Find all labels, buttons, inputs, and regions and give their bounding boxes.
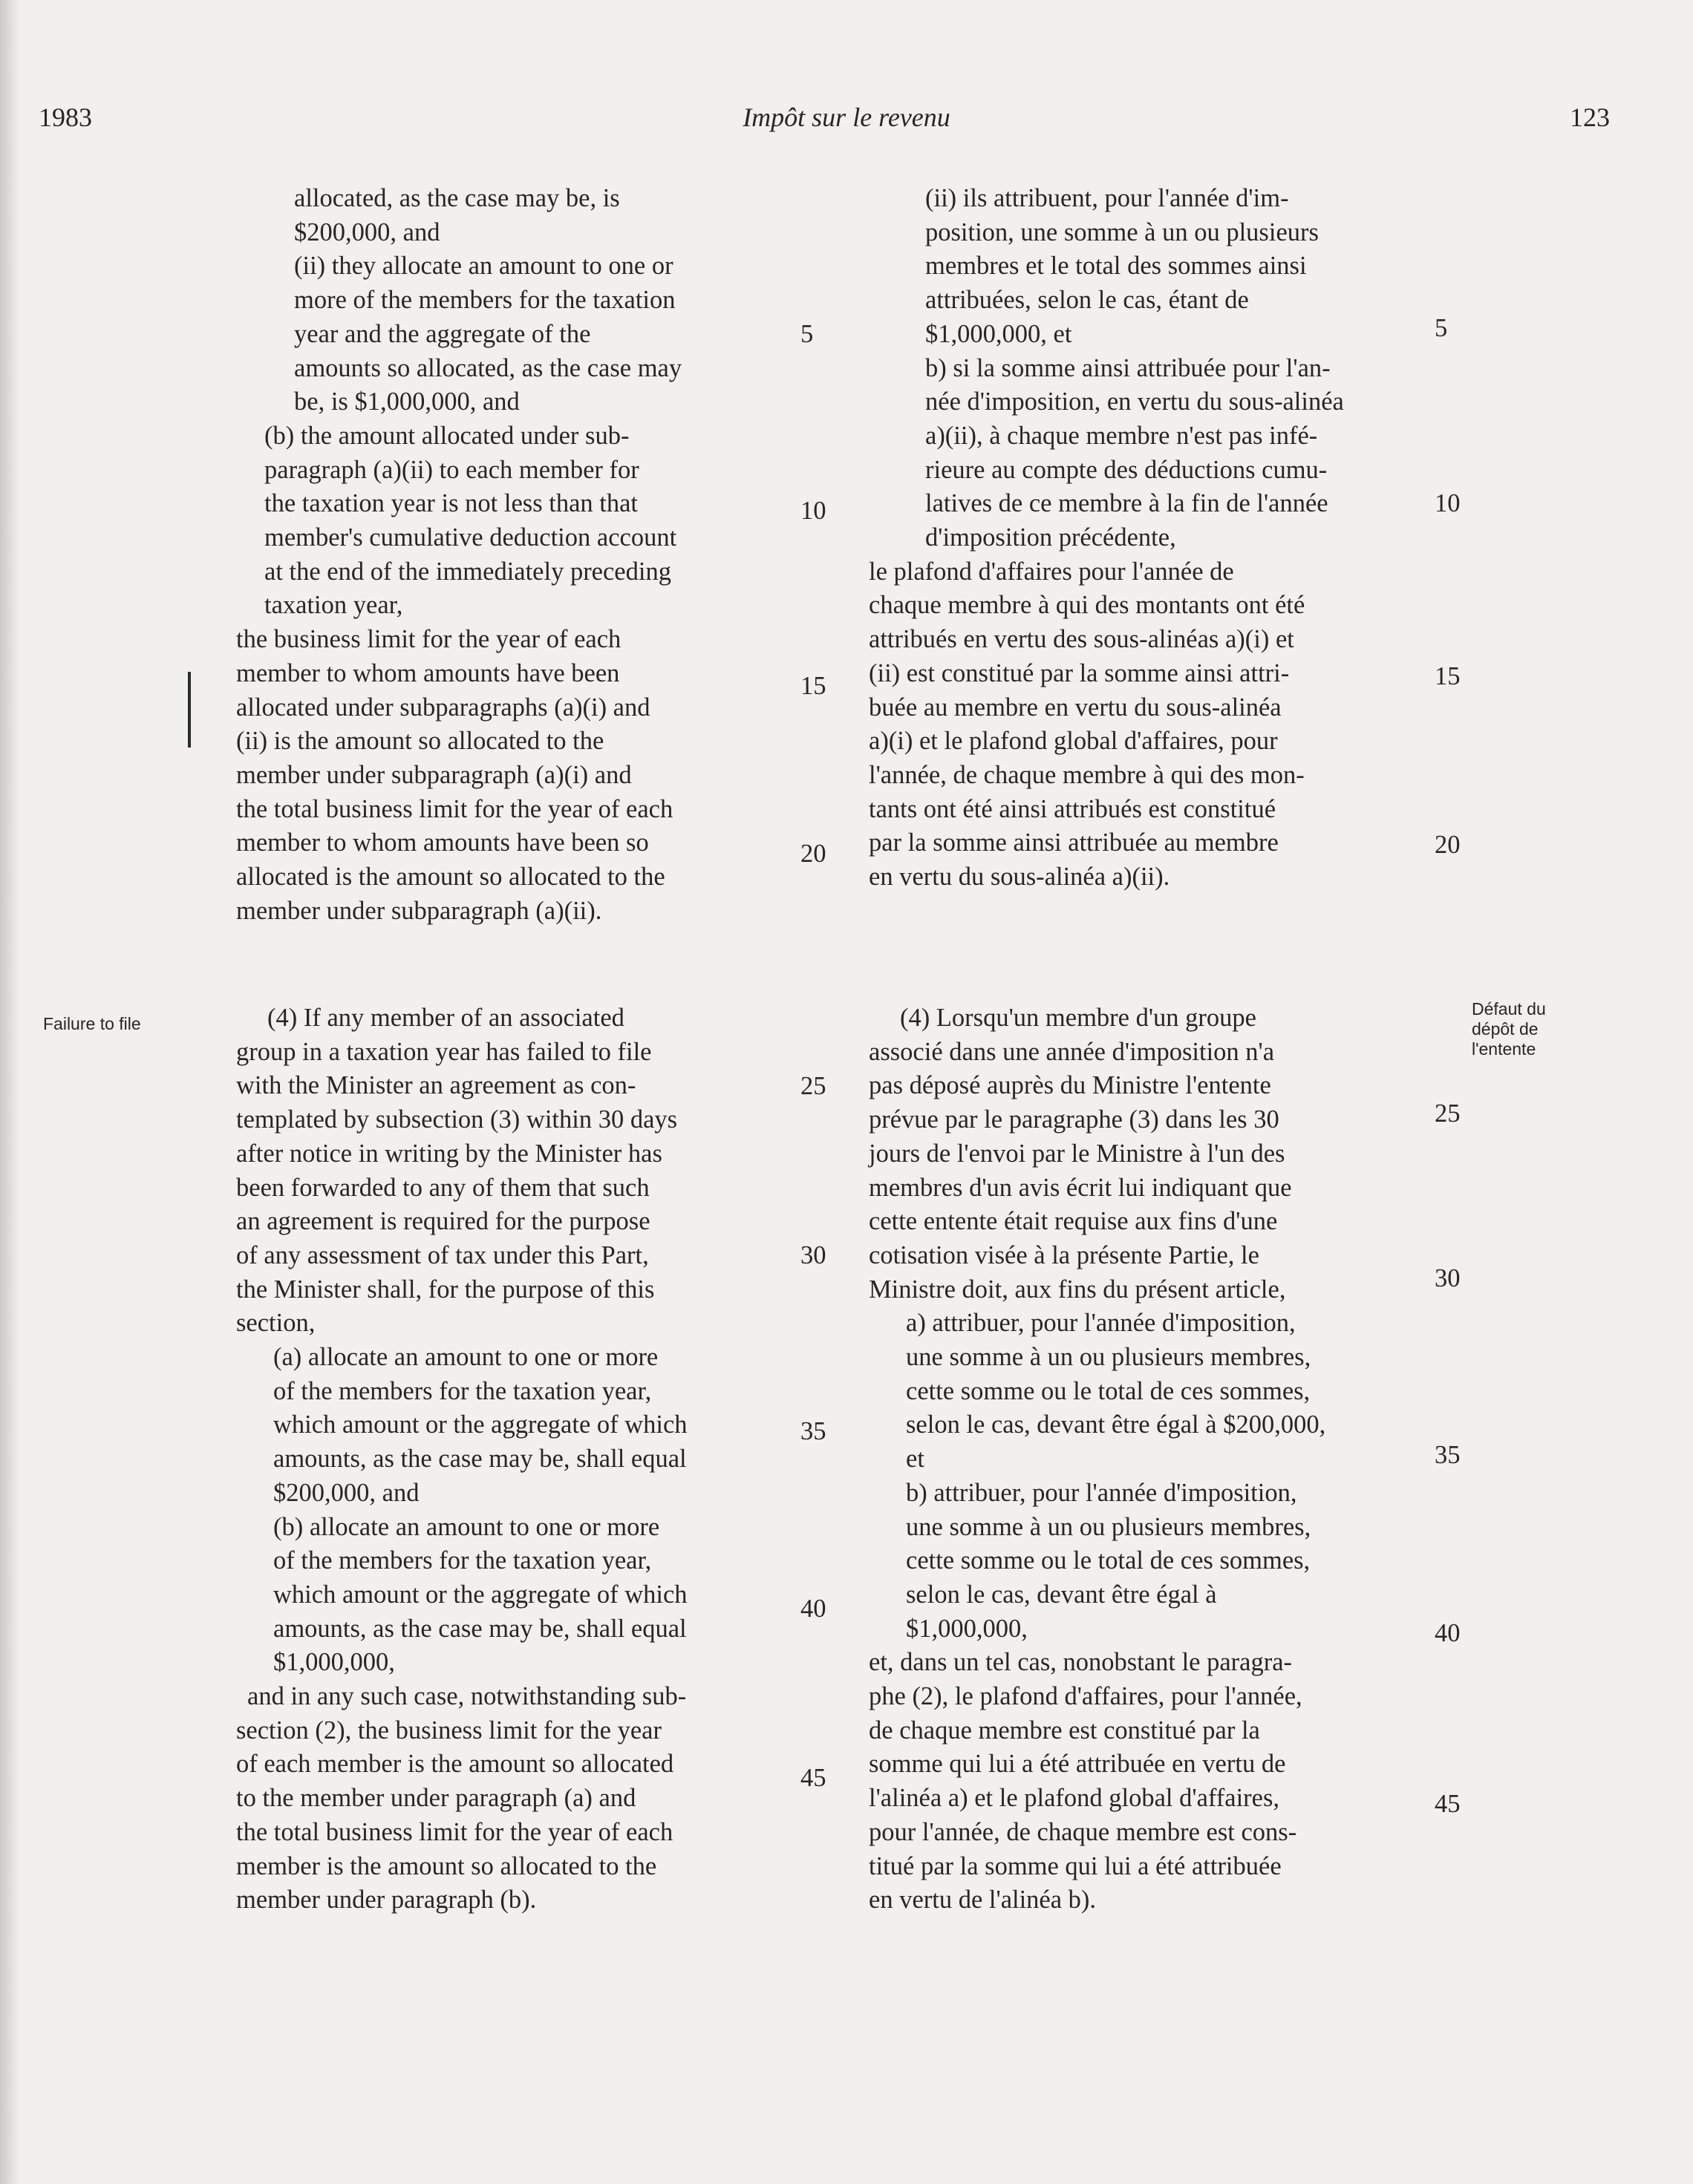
text-line: paragraph (a)(ii) to each member for (264, 455, 639, 484)
revision-bar (188, 672, 191, 748)
text-line: l'alinéa a) et le plafond global d'affaires, (869, 1784, 1280, 1813)
text-line: more of the members for the taxation (294, 286, 676, 315)
text-line: prévue par le paragraphe (3) dans les 30 (869, 1105, 1279, 1134)
text-line: and in any such case, notwithstanding sub- (247, 1682, 687, 1711)
text-line: the total business limit for the year of each (236, 1817, 673, 1846)
text-line: somme qui lui a été attribuée en vertu de (869, 1750, 1286, 1779)
text-line: to the member under paragraph (a) and (236, 1784, 636, 1813)
text-line: le plafond d'affaires pour l'année de (869, 557, 1234, 586)
line-number-en: 45 (800, 1764, 826, 1792)
text-line: (ii) they allocate an amount to one or (294, 252, 673, 281)
text-line: a) attribuer, pour l'année d'imposition, (906, 1309, 1296, 1338)
text-line: de chaque membre est constitué par la (869, 1716, 1260, 1745)
text-line: of any assessment of tax under this Part, (236, 1240, 649, 1269)
line-number-en: 30 (800, 1241, 826, 1269)
text-line: section, (236, 1309, 316, 1338)
text-line: et (906, 1445, 924, 1474)
text-line: (b) allocate an amount to one or more (273, 1512, 660, 1541)
english-text-bottom (236, 1001, 793, 1917)
text-line: membres et le total des sommes ainsi (925, 252, 1307, 281)
text-line: et, dans un tel cas, nonobstant le paragra- (869, 1648, 1293, 1677)
margin-note-failure-to-file: Failure to file (43, 1014, 141, 1033)
text-line: cette somme ou le total de ces sommes, (906, 1546, 1311, 1575)
text-line: allocated is the amount so allocated to the (236, 863, 665, 892)
text-line: en vertu du sous-alinéa a)(ii). (869, 863, 1170, 892)
text-line: the total business limit for the year of each (236, 794, 673, 823)
text-line: an agreement is required for the purpose (236, 1207, 650, 1236)
text-line: en vertu de l'alinéa b). (869, 1886, 1097, 1915)
line-number-fr: 10 (1435, 489, 1461, 517)
text-line: membres d'un avis écrit lui indiquant que (869, 1173, 1292, 1202)
text-line: member is the amount so allocated to the (236, 1851, 657, 1880)
text-line: b) attribuer, pour l'année d'imposition, (906, 1478, 1297, 1507)
text-line: a)(ii), à chaque membre n'est pas infé- (925, 421, 1318, 450)
text-line: after notice in writing by the Minister has (236, 1139, 662, 1168)
line-number-en: 10 (800, 497, 826, 525)
text-line: taxation year, (264, 591, 403, 620)
text-line: member's cumulative deduction account (264, 523, 677, 552)
text-line: attribués en vertu des sous-alinéas a)(i) et (869, 625, 1294, 654)
text-line: (4) If any member of an associated (267, 1004, 624, 1032)
text-line: cette somme ou le total de ces sommes, (906, 1376, 1311, 1405)
line-number-fr: 20 (1435, 831, 1461, 859)
text-line: phe (2), le plafond d'affaires, pour l'année, (869, 1682, 1302, 1711)
text-line: the taxation year is not less than that (264, 489, 638, 518)
text-line: jours de l'envoi par le Ministre à l'un des (869, 1139, 1285, 1168)
text-line: (ii) est constitué par la somme ainsi attri- (869, 658, 1290, 687)
text-line: of each member is the amount so allocated (236, 1750, 674, 1779)
line-number-fr: 5 (1435, 314, 1448, 342)
line-number-fr: 45 (1435, 1790, 1461, 1818)
header-title: Impôt sur le revenu (743, 102, 950, 132)
text-line: b) si la somme ainsi attribuée pour l'an- (925, 353, 1331, 382)
text-line: (a) allocate an amount to one or more (273, 1343, 659, 1372)
text-line: member under paragraph (b). (236, 1886, 537, 1915)
margin-note-line: Défaut du (1472, 999, 1546, 1019)
text-line: $1,000,000, (273, 1648, 395, 1677)
text-line: position, une somme à un ou plusieurs (925, 218, 1319, 246)
text-line: the Minister shall, for the purpose of this (236, 1275, 655, 1304)
line-number-en: 35 (800, 1417, 826, 1445)
text-line: Ministre doit, aux fins du présent article, (869, 1275, 1286, 1304)
line-number-en: 15 (800, 672, 826, 700)
text-line: cette entente était requise aux fins d'une (869, 1207, 1278, 1236)
text-line: par la somme ainsi attribuée au membre (869, 828, 1279, 857)
text-line: group in a taxation year has failed to file (236, 1037, 652, 1066)
text-line: with the Minister an agreement as con- (236, 1071, 636, 1100)
text-line: amounts so allocated, as the case may (294, 353, 682, 382)
text-line: be, is $1,000,000, and (294, 388, 520, 416)
french-text-bottom (869, 1001, 1429, 1917)
text-line: which amount or the aggregate of which (273, 1410, 688, 1439)
header-year: 1983 (39, 102, 92, 132)
text-line: rieure au compte des déductions cumu- (925, 455, 1328, 484)
text-line: $1,000,000, (906, 1614, 1028, 1643)
text-line: at the end of the immediately preceding (264, 557, 671, 586)
french-text-top (869, 182, 1429, 895)
line-number-en: 40 (800, 1595, 826, 1623)
text-line: associé dans une année d'imposition n'a (869, 1037, 1275, 1066)
text-line: pour l'année, de chaque membre est cons- (869, 1817, 1297, 1846)
text-line: of the members for the taxation year, (273, 1376, 652, 1405)
english-text-top (236, 182, 793, 928)
text-line: buée au membre en vertu du sous-alinéa (869, 693, 1282, 722)
line-number-fr: 40 (1435, 1619, 1461, 1647)
text-line: $200,000, and (273, 1478, 420, 1507)
text-line: d'imposition précédente, (925, 523, 1176, 552)
text-line: cotisation visée à la présente Partie, le (869, 1240, 1259, 1269)
line-number-fr: 15 (1435, 662, 1461, 690)
text-line: selon le cas, devant être égal à (906, 1580, 1217, 1609)
text-line: allocated, as the case may be, is (294, 184, 620, 212)
text-line: allocated under subparagraphs (a)(i) and (236, 693, 650, 722)
page-binding-shadow (0, 0, 19, 2184)
text-line: member to whom amounts have been so (236, 828, 649, 857)
text-line: (ii) is the amount so allocated to the (236, 727, 604, 756)
text-line: tants ont été ainsi attribués est constitué (869, 794, 1276, 823)
text-line: amounts, as the case may be, shall equal (273, 1614, 687, 1643)
text-line: selon le cas, devant être égal à $200,000, (906, 1410, 1326, 1439)
line-number-fr: 25 (1435, 1099, 1461, 1128)
text-line: templated by subsection (3) within 30 days (236, 1105, 678, 1134)
text-line: of the members for the taxation year, (273, 1546, 652, 1575)
text-line: member under subparagraph (a)(ii). (236, 896, 602, 925)
text-line: amounts, as the case may be, shall equal (273, 1445, 687, 1474)
text-line: year and the aggregate of the (294, 319, 591, 348)
line-number-fr: 30 (1435, 1264, 1461, 1292)
text-line: which amount or the aggregate of which (273, 1580, 688, 1609)
text-line: member to whom amounts have been (236, 658, 620, 687)
text-line: a)(i) et le plafond global d'affaires, pour (869, 727, 1278, 756)
text-line: chaque membre à qui des montants ont été (869, 591, 1305, 620)
text-line: (ii) ils attribuent, pour l'année d'im- (925, 184, 1289, 212)
text-line: $200,000, and (294, 218, 440, 246)
text-line: the business limit for the year of each (236, 625, 622, 654)
line-number-en: 20 (800, 840, 826, 868)
margin-note-defaut-du-depot (1472, 999, 1546, 1059)
text-line: pas déposé auprès du Ministre l'entente (869, 1071, 1271, 1100)
line-number-en: 25 (800, 1072, 826, 1100)
line-number-en: 5 (800, 320, 814, 348)
text-line: member under subparagraph (a)(i) and (236, 760, 632, 789)
text-line: been forwarded to any of them that such (236, 1173, 650, 1202)
text-line: titué par la somme qui lui a été attribuée (869, 1851, 1282, 1880)
margin-note-line: dépôt de (1472, 1019, 1539, 1039)
page-number: 123 (1570, 102, 1610, 132)
text-line: $1,000,000, et (925, 319, 1072, 348)
text-line: l'année, de chaque membre à qui des mon- (869, 760, 1305, 789)
text-line: latives de ce membre à la fin de l'année (925, 489, 1328, 518)
text-line: (b) the amount allocated under sub- (264, 421, 630, 450)
text-line: une somme à un ou plusieurs membres, (906, 1343, 1311, 1372)
text-line: attribuées, selon le cas, étant de (925, 286, 1249, 315)
line-number-fr: 35 (1435, 1441, 1461, 1469)
text-line: une somme à un ou plusieurs membres, (906, 1512, 1311, 1541)
text-line: section (2), the business limit for the year (236, 1716, 662, 1745)
margin-note-line: l'entente (1472, 1039, 1536, 1059)
text-line: (4) Lorsqu'un membre d'un groupe (900, 1004, 1256, 1032)
text-line: née d'imposition, en vertu du sous-alinéa (925, 388, 1344, 416)
